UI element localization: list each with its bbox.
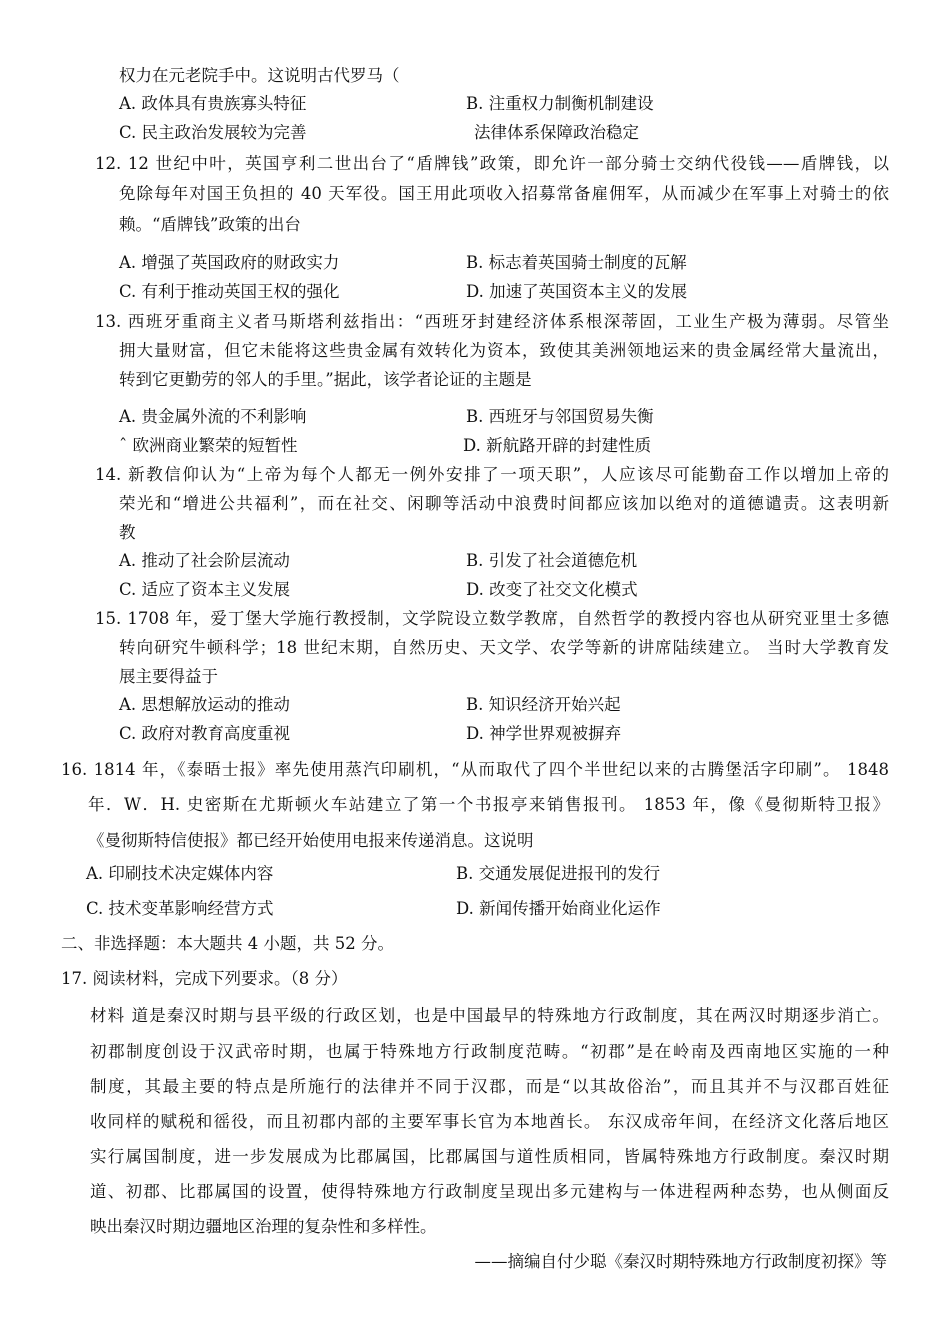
q12-stem-line-3: 赖。“盾牌钱”政策的出台 bbox=[119, 215, 301, 234]
q16-stem-line-2: 年．W．H. 史密斯在尤斯顿火车站建立了第一个书报亭来销售报刊。 1853 年，像《曼彻斯特卫报》 bbox=[88, 795, 889, 814]
q17-stem: 17. 阅读材料，完成下列要求。（8 分） bbox=[61, 969, 348, 988]
q14-option-a: A. 推动了社会阶层流动 bbox=[119, 551, 290, 570]
q14-stem-line-1: 14. 新教信仰认为“上帝为每个人都无一例外安排了一项天职”，人应该尽可能勤奋工作以增加上帝的 bbox=[95, 465, 889, 484]
q14-stem-line-2: 荣光和“增进公共福利”，而在社交、闲聊等活动中浪费时间都应该加以绝对的道德谴责。这表明新 bbox=[119, 494, 889, 513]
q15-stem-line-3: 展主要得益于 bbox=[119, 667, 218, 686]
q12-option-b: B. 标志着英国骑士制度的瓦解 bbox=[466, 253, 687, 272]
q12-stem-line-1: 12. 12 世纪中叶，英国亨利二世出台了“盾牌钱”政策，即允许一部分骑士交纳代役钱——盾牌钱，以 bbox=[95, 154, 889, 173]
q14-option-d: D. 改变了社交文化模式 bbox=[466, 580, 638, 599]
q12-option-a: A. 增强了英国政府的财政实力 bbox=[119, 253, 340, 272]
q13-stem-line-1: 13. 西班牙重商主义者马斯塔利兹指出：“西班牙封建经济体系根深蒂固，工业生产极为薄弱。尽管坐 bbox=[95, 312, 889, 331]
q16-stem-line-3: 《曼彻斯特信使报》都已经开始使用电报来传递消息。这说明 bbox=[88, 831, 534, 850]
q15-option-d: D. 神学世界观被摒弃 bbox=[466, 724, 622, 743]
section-2-heading: 二、非选择题：本大题共 4 小题，共 52 分。 bbox=[61, 934, 394, 953]
q17-source-citation: ——摘编自付少聪《秦汉时期特殊地方行政制度初探》等 bbox=[474, 1252, 887, 1271]
q13-option-c: ˆ 欧洲商业繁荣的短暂性 bbox=[119, 436, 298, 455]
q16-option-b: B. 交通发展促进报刊的发行 bbox=[456, 864, 661, 883]
q11-option-a: A. 政体具有贵族寡头特征 bbox=[119, 94, 307, 113]
q17-material-line-2: 初郡制度创设于汉武帝时期，也属于特殊地方行政制度范畴。“初郡”是在岭南及西南地区实施的一种 bbox=[90, 1042, 889, 1061]
q11-option-d: 法律体系保障政治稳定 bbox=[474, 123, 639, 142]
q14-stem-line-3: 教 bbox=[119, 523, 136, 542]
q15-option-c: C. 政府对教育高度重视 bbox=[119, 724, 291, 743]
q11-option-c: C. 民主政治发展较为完善 bbox=[119, 123, 307, 142]
q14-option-c: C. 适应了资本主义发展 bbox=[119, 580, 291, 599]
q12-option-c: C. 有利于推动英国王权的强化 bbox=[119, 282, 340, 301]
q12-option-d: D. 加速了英国资本主义的发展 bbox=[466, 282, 688, 301]
q17-material-line-6: 道、初郡、比郡属国的设置，使得特殊地方行政制度呈现出多元建构与一体进程两种态势，也从侧面反 bbox=[90, 1182, 889, 1201]
q13-stem-line-2: 拥大量财富，但它未能将这些贵金属有效转化为资本，致使其美洲领地运来的贵金属经常大量流出， bbox=[119, 341, 889, 360]
q15-stem-line-2: 转向研究牛顿科学；18 世纪末期，自然历史、天文学、农学等新的讲席陆续建立。 当时大学教育发 bbox=[119, 638, 889, 657]
q13-option-a: A. 贵金属外流的不利影响 bbox=[119, 407, 307, 426]
q17-material-line-3: 制度，其最主要的特点是所施行的法律并不同于汉郡，而是“以其故俗治”，而且其并不与汉郡百姓征 bbox=[90, 1077, 889, 1096]
q13-stem-line-3: 转到它更勤劳的邻人的手里。”据此，该学者论证的主题是 bbox=[119, 370, 532, 389]
q13-option-d: D. 新航路开辟的封建性质 bbox=[463, 436, 652, 455]
q17-material-line-7: 映出秦汉时期边疆地区治理的复杂性和多样性。 bbox=[90, 1217, 437, 1236]
q15-option-b: B. 知识经济开始兴起 bbox=[466, 695, 621, 714]
q17-material-line-4: 收同样的赋税和徭役，而且初郡内部的主要军事长官为本地酋长。 东汉成帝年间，在经济文化落后地区 bbox=[90, 1112, 889, 1131]
q15-stem-line-1: 15. 1708 年，爱丁堡大学施行教授制，文学院设立数学教席，自然哲学的教授内容也从研究亚里士多德 bbox=[95, 609, 889, 628]
q17-material-line-5: 实行属国制度，进一步发展成为比郡属国，比郡属国与道性质相同，皆属特殊地方行政制度。秦汉时期 bbox=[90, 1147, 889, 1166]
q15-option-a: A. 思想解放运动的推动 bbox=[119, 695, 290, 714]
q13-option-b: B. 西班牙与邻国贸易失衡 bbox=[466, 407, 654, 426]
q16-option-c: C. 技术变革影响经营方式 bbox=[86, 899, 274, 918]
q12-stem-line-2: 免除每年对国王负担的 40 天军役。国王用此项收入招募常备雇佣军，从而减少在军事上对骑士的依 bbox=[119, 184, 889, 203]
q16-stem-line-1: 16. 1814 年，《泰晤士报》率先使用蒸汽印刷机，“从而取代了四个半世纪以来的古腾堡活字印刷”。 1848 bbox=[61, 760, 889, 779]
q16-option-d: D. 新闻传播开始商业化运作 bbox=[456, 899, 661, 918]
q14-option-b: B. 引发了社会道德危机 bbox=[466, 551, 638, 570]
q11-option-b: B. 注重权力制衡机制建设 bbox=[466, 94, 654, 113]
q17-material-line-1: 材料 道是秦汉时期与县平级的行政区划，也是中国最早的特殊地方行政制度，其在两汉时期逐步消亡。 bbox=[90, 1006, 889, 1025]
q16-option-a: A. 印刷技术决定媒体内容 bbox=[86, 864, 274, 883]
q11-stem-tail: 权力在元老院手中。这说明古代罗马（ bbox=[119, 66, 400, 85]
